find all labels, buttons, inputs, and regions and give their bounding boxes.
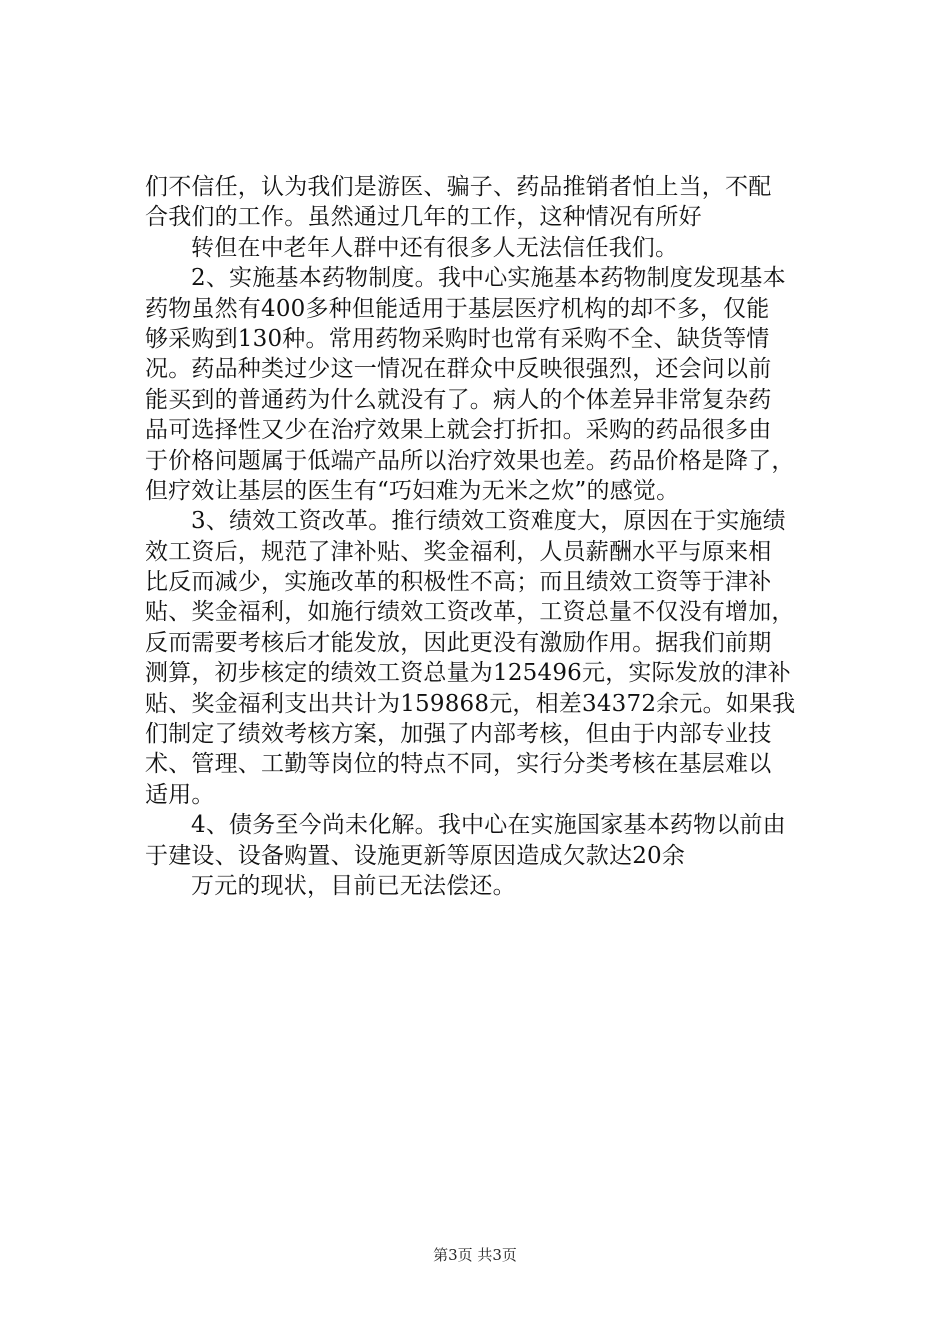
text-line: 3、绩效工资改革。推行绩效工资难度大，原因在于实施绩 (191, 508, 786, 535)
text-line: 适用。 (145, 781, 215, 808)
text-line: 万元的现状，目前已无法偿还。 (191, 872, 516, 899)
text-line: 贴、奖金福利支出共计为159868元，相差34372余元。如果我 (145, 690, 796, 717)
text-line: 于建设、设备购置、设施更新等原因造成欠款达20余 (145, 842, 686, 869)
text-line: 比反而减少，实施改革的积极性不高；而且绩效工资等于津补 (145, 569, 772, 596)
text-line: 品可选择性又少在治疗效果上就会打折扣。采购的药品很多由 (145, 417, 772, 444)
text-line: 反而需要考核后才能发放，因此更没有激励作用。据我们前期 (145, 629, 772, 656)
text-line: 2、实施基本药物制度。我中心实施基本药物制度发现基本 (191, 265, 786, 292)
text-line: 贴、奖金福利，如施行绩效工资改革，工资总量不仅没有增加， (145, 599, 795, 626)
text-line: 能买到的普通药为什么就没有了。病人的个体差异非常复杂药 (145, 386, 772, 413)
text-line: 合我们的工作。虽然通过几年的工作，这种情况有所好 (145, 204, 702, 231)
page-footer: 第3页 共3页 (433, 1246, 517, 1264)
text-line: 们不信任，认为我们是游医、骗子、药品推销者怕上当，不配 (145, 174, 772, 200)
text-line: 4、债务至今尚未化解。我中心在实施国家基本药物以前由 (191, 812, 786, 839)
text-line: 术、管理、工勤等岗位的特点不同，实行分类考核在基层难以 (145, 751, 772, 778)
text-line: 于价格问题属于低端产品所以治疗效果也差。药品价格是降了， (145, 447, 795, 474)
text-line: 况。药品种类过少这一情况在群众中反映很强烈，还会问以前 (145, 356, 772, 383)
text-line: 够采购到130种。常用药物采购时也常有采购不全、缺货等情 (145, 325, 770, 352)
text-line: 测算，初步核定的绩效工资总量为125496元，实际发放的津补 (145, 660, 791, 687)
text-line: 转但在中老年人群中还有很多人无法信任我们。 (191, 234, 679, 261)
text-line: 药物虽然有400多种但能适用于基层医疗机构的却不多，仅能 (145, 295, 770, 322)
text-line: 但疗效让基层的医生有“巧妇难为无米之炊”的感觉。 (145, 477, 680, 504)
document-body (145, 172, 835, 901)
text-line: 们制定了绩效考核方案，加强了内部考核，但由于内部专业技 (145, 721, 772, 748)
text-line: 效工资后，规范了津补贴、奖金福利，人员薪酬水平与原来相 (145, 538, 772, 565)
